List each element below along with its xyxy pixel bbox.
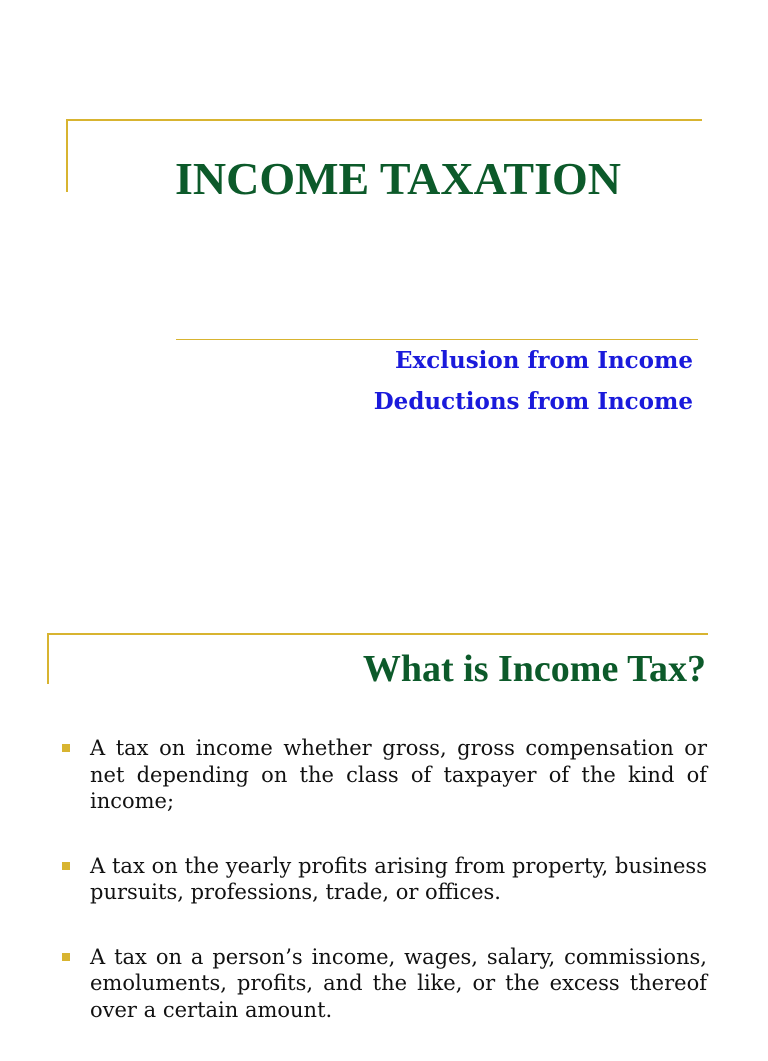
bullet-text: A tax on the yearly profits arising from property, business pursuits, professions, trade, or offices. — [90, 853, 707, 904]
slide-1-subtitle-deductions: Deductions from Income — [373, 388, 693, 415]
slide-2-top-rule — [47, 633, 708, 635]
square-bullet-icon — [62, 953, 70, 961]
bullet-item — [62, 944, 707, 1024]
square-bullet-icon — [62, 744, 70, 752]
bullet-list — [62, 735, 707, 1061]
bullet-text: A tax on income whether gross, gross compensation or net depending on the class of taxpayer of the kind of income; — [90, 736, 707, 813]
bullet-text: A tax on a person’s income, wages, salary, commissions, emoluments, profits, and the like, or the excess thereof over a certain amount. — [90, 944, 707, 1022]
bullet-item — [62, 853, 707, 906]
slide-1-subtitle-rule — [176, 339, 698, 340]
slide-1-title: INCOME TAXATION — [175, 153, 621, 204]
slide-1-top-rule — [66, 119, 702, 121]
square-bullet-icon — [62, 862, 70, 870]
bullet-item — [62, 735, 707, 815]
slide-2-left-rule — [47, 633, 49, 684]
slide-2-title: What is Income Tax? — [362, 648, 706, 690]
slide-1-subtitle-exclusion: Exclusion from Income — [395, 347, 693, 374]
